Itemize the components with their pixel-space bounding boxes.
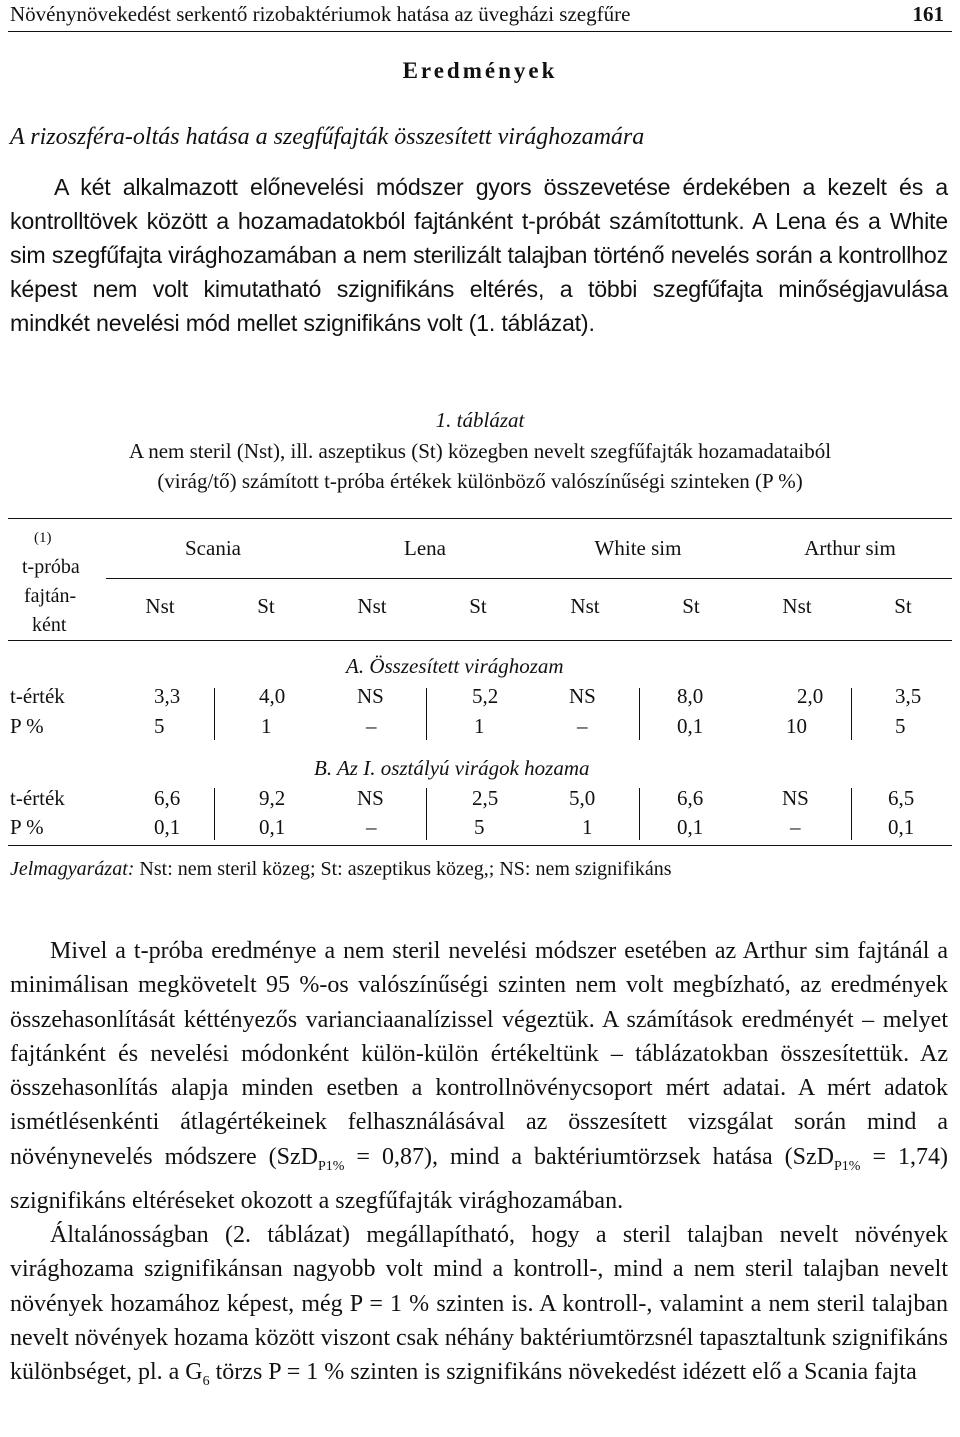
paragraph-2-part-2: = 0,87), mind a baktériumtörzsek hatása (SzD xyxy=(344,1143,834,1170)
column-separator xyxy=(851,688,852,740)
column-separator xyxy=(639,788,640,840)
subheader-lena-nst: Nst xyxy=(357,594,387,618)
table-cell: 6,5 xyxy=(888,786,915,810)
variety-header-scania: Scania xyxy=(185,536,241,560)
table-header-bottom-rule xyxy=(8,640,952,641)
table-cell: 5 xyxy=(154,714,165,738)
table-number: 1. táblázat xyxy=(435,408,525,432)
table-cell: NS xyxy=(569,684,596,708)
table-caption xyxy=(0,436,960,496)
subscript: P1% xyxy=(317,1158,345,1174)
paragraph-3-part-1: Általánosságban (2. táblázat) megállapítható, hogy a steril talajban nevelt növények virághozama szignifikánsan nagyobb volt mind a kontroll-, mind a nem steril talajban nevelt növények hozamához képest, még P = 1 % szinten is. A kontroll-, valamint a nem steril talajban nevelt növények hozama között viszont csak néhány baktériumtörzsnél tapasztaltunk szignifikáns különbséget, pl. a G xyxy=(10,1222,948,1386)
variety-header-white-sim: White sim xyxy=(594,536,682,560)
subheader-white-st: St xyxy=(682,594,700,618)
table-cell: – xyxy=(366,714,377,738)
paragraph-2-part-1: Mivel a t-próba eredménye a nem steril nevelési módszer esetében az Arthur sim fajtánál a minimálisan megkövetelt 95 %-os valószínűségi szinten nem volt megbízható, az eredmények összehasonlítását kéttényezős varianciaanalízissel végeztük. A számítások eredményét – melyet fajtánként és nevelési módonként külön-külön értékeltünk – táblázatokban összesítettük. Az összehasonlítás alapja minden esetben a kontrollnövénycsoport mért adatai. A mért adatok ismétlésenkénti átlagértékeinek felhasználásával az összesített vizsgálat során mind a növénynevelés módszere (SzD xyxy=(10,938,948,1170)
table-cell: 3,5 xyxy=(895,684,922,708)
body-text xyxy=(10,934,948,1399)
table-cell: 0,1 xyxy=(677,815,704,839)
first-column-sup: (1) xyxy=(34,530,52,546)
subheader-scania-st: St xyxy=(257,594,275,618)
paragraph-2 xyxy=(10,934,948,1218)
table-cell: 6,6 xyxy=(677,786,704,810)
paragraph-1: A két alkalmazott előnevelési módszer gyors összevetése érdekében a kezelt és a kontrolltövek között a hozamadatokból fajtánként t-próbát számítottunk. A Lena és a White sim szegfűfajta virághozamában a nem sterilizált talajban történő nevelés során a kontrollhoz képest nem volt kimutatható szignifikáns eltérés, a többi szegfűfajta minőségjavulása mindkét nevelési mód mellet szignifikáns volt (1. táblázat). xyxy=(10,174,948,336)
column-separator xyxy=(214,788,215,840)
header-rule xyxy=(8,31,952,32)
table-caption-line-2: (virág/tő) számított t-próba értékek különböző valószínűségi szinteken (P %) xyxy=(157,469,803,493)
legend-text: Nst: nem steril közeg; St: aszeptikus közeg,; NS: nem szignifikáns xyxy=(134,858,672,880)
table-cell: 5 xyxy=(895,714,906,738)
table-cell: NS xyxy=(357,786,384,810)
group-title-b: B. Az I. osztályú virágok hozama xyxy=(314,756,590,780)
paragraph-3 xyxy=(10,1218,948,1399)
column-separator xyxy=(426,688,427,740)
group-title-a: A. Összesített virághozam xyxy=(346,654,564,678)
paragraph-2-part-3: = 1,74) szignifikáns eltéréseket okozott a szegfűfajták virághozamában. xyxy=(10,1143,948,1214)
table-cell: 5,0 xyxy=(569,786,596,810)
section-heading: Eredmények xyxy=(402,58,558,83)
table-cell: 9,2 xyxy=(259,786,286,810)
table-cell: 4,0 xyxy=(259,684,286,708)
subsection-heading: A rizoszféra-oltás hatása a szegfűfajták összesített virághozamára xyxy=(10,124,645,150)
first-column-line-3: ként xyxy=(32,614,67,636)
row-label: P % xyxy=(10,815,44,839)
table-cell: 6,6 xyxy=(154,786,181,810)
table-cell: 8,0 xyxy=(677,684,704,708)
table-cell: – xyxy=(790,815,801,839)
subheader-white-nst: Nst xyxy=(570,594,600,618)
table-cell: 3,3 xyxy=(154,684,181,708)
subheader-arthur-nst: Nst xyxy=(782,594,812,618)
table-cell: NS xyxy=(357,684,384,708)
subheader-scania-nst: Nst xyxy=(145,594,175,618)
page-number: 161 xyxy=(912,2,944,26)
column-separator xyxy=(851,788,852,840)
legend-label: Jelmagyarázat: xyxy=(10,858,135,880)
table-legend xyxy=(10,858,672,881)
variety-header-arthur-sim: Arthur sim xyxy=(804,536,896,560)
table-cell: 1 xyxy=(261,714,272,738)
subheader-lena-st: St xyxy=(469,594,487,618)
variety-header-lena: Lena xyxy=(404,536,446,560)
table-cell: – xyxy=(366,815,377,839)
row-label: t-érték xyxy=(10,786,65,810)
table-cell: 0,1 xyxy=(154,815,181,839)
subheader-arthur-st: St xyxy=(894,594,912,618)
table-caption-line-1: A nem steril (Nst), ill. aszeptikus (St) közegben nevelt szegfűfajták hozamadataiból xyxy=(128,439,832,463)
table-cell: 0,1 xyxy=(677,714,704,738)
column-separator xyxy=(214,688,215,740)
first-column-line-1: t-próba xyxy=(22,556,80,578)
table-cell: 0,1 xyxy=(888,815,915,839)
table-cell: 5,2 xyxy=(472,684,499,708)
table-cell: 1 xyxy=(474,714,485,738)
paragraph-3-part-2: törzs P = 1 % szinten is szignifikáns növekedést idézett elő a Scania fajta xyxy=(209,1359,917,1386)
table-bottom-rule xyxy=(8,845,952,846)
table-cell: 1 xyxy=(582,815,593,839)
table-cell: – xyxy=(577,714,588,738)
first-column-header xyxy=(22,524,80,640)
first-column-line-2: fajtán- xyxy=(24,585,77,607)
subscript: 6 xyxy=(202,1374,210,1390)
table-cell: 2,0 xyxy=(797,684,824,708)
table-top-rule xyxy=(8,518,952,519)
table-cell: 10 xyxy=(786,714,807,738)
column-separator xyxy=(426,788,427,840)
table-cell: 0,1 xyxy=(259,815,286,839)
row-label: t-érték xyxy=(10,684,65,708)
subscript: P1% xyxy=(833,1158,861,1174)
table-cell: 2,5 xyxy=(472,786,499,810)
row-label: P % xyxy=(10,714,44,738)
table-cell: 5 xyxy=(474,815,485,839)
column-separator xyxy=(639,688,640,740)
table-variety-rule xyxy=(106,578,952,579)
table-cell: NS xyxy=(782,786,809,810)
running-header-title: Növénynövekedést serkentő rizobaktériumok hatása az üvegházi szegfűre xyxy=(10,2,631,26)
